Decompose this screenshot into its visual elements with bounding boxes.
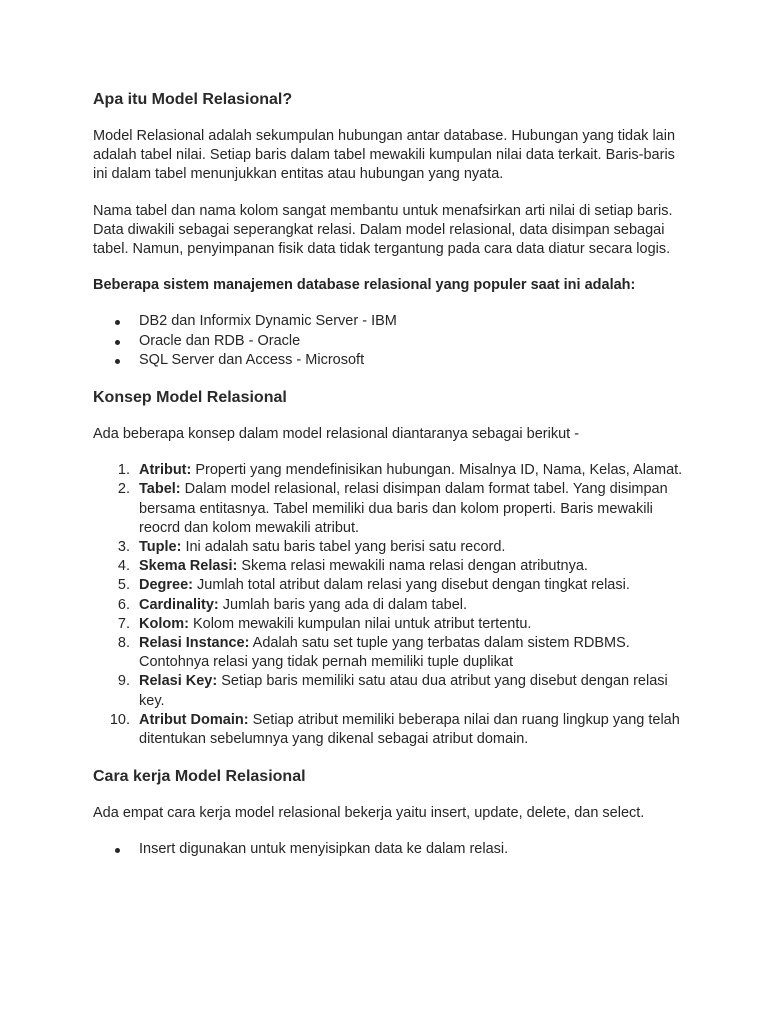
list-item: DB2 dan Informix Dynamic Server - IBM [93, 312, 683, 331]
paragraph-dbms-intro [93, 276, 683, 295]
list-item: 8. Relasi Instance: Adalah satu set tuple yang terbatas dalam sistem RDBMS. Contohnya relasi yang tidak pernah memiliki tuple duplikat [117, 635, 630, 671]
list-item: 9. Relasi Key: Setiap baris memiliki satu atau dua atribut yang disebut dengan relasi key. [117, 673, 668, 709]
dbms-intro-bold: Beberapa sistem manajemen database relasional yang populer saat ini adalah: [93, 277, 636, 294]
list-item: 4. Skema Relasi: Skema relasi mewakili nama relasi dengan atributnya. [117, 558, 588, 575]
list-item: Insert digunakan untuk menyisipkan data ke dalam relasi. [93, 840, 683, 859]
list-item: 10. Atribut Domain: Setiap atribut memiliki beberapa nilai dan ruang lingkup yang telah ditentukan sebelumnya yang dikenal sebagai atribut domain. [109, 711, 680, 748]
document-content [93, 89, 683, 860]
heading-cara-kerja-model-relasional: Cara kerja Model Relasional [93, 768, 306, 786]
list-item: SQL Server dan Access - Microsoft [93, 351, 683, 370]
list-item: 2. Tabel: Dalam model relasional, relasi disimpan dalam format tabel. Yang disimpan bersama entitasnya. Tabel memiliki dua baris dan kolom properti. Baris mewakili reocrd dan kolom mewakili atribut. [117, 481, 668, 536]
bullet-icon [115, 320, 120, 325]
operation-list [93, 840, 683, 859]
heading-apa-itu-model-relasional: Apa itu Model Relasional? [93, 91, 293, 108]
list-item: 3. Tuple: Ini adalah satu baris tabel yang berisi satu record. [117, 539, 506, 556]
paragraph-konsep-intro: Ada beberapa konsep dalam model relasional diantaranya sebagai berikut - [93, 426, 580, 443]
list-item: Oracle dan RDB - Oracle [93, 332, 683, 351]
list-item: 6. Cardinality: Jumlah baris yang ada di dalam tabel. [117, 596, 468, 613]
bullet-icon [115, 359, 120, 364]
paragraph-nama-tabel: Nama tabel dan nama kolom sangat membantu untuk menafsirkan arti nilai di setiap baris. Data diwakili sebagai seperangkat relasi. Dalam model relasional, data disimpan sebagai tabel. Namun, penyimpanan fisik data tidak tergantung pada cara data diatur secara logis. [93, 202, 673, 258]
heading-konsep-model-relasional: Konsep Model Relasional [93, 389, 287, 407]
list-item: 1. Atribut: Properti yang mendefinisikan hubungan. Misalnya ID, Nama, Kelas, Alamat. [117, 462, 683, 479]
concept-list [93, 461, 683, 749]
dbms-list [93, 312, 683, 370]
list-item: 7. Kolom: Kolom mewakili kumpulan nilai untuk atribut tertentu. [117, 615, 532, 632]
list-item: 5. Degree: Jumlah total atribut dalam relasi yang disebut dengan tingkat relasi. [117, 577, 630, 594]
paragraph-definisi: Model Relasional adalah sekumpulan hubungan antar database. Hubungan yang tidak lain adalah tabel nilai. Setiap baris dalam tabel mewakili kumpulan nilai data terkait. Baris-baris ini dalam tabel menunjukkan entitas atau hubungan yang nyata. [93, 128, 676, 183]
bullet-icon [115, 340, 120, 345]
paragraph-cara-kerja-intro: Ada empat cara kerja model relasional bekerja yaitu insert, update, delete, dan select. [93, 805, 645, 822]
bullet-icon [115, 848, 120, 853]
